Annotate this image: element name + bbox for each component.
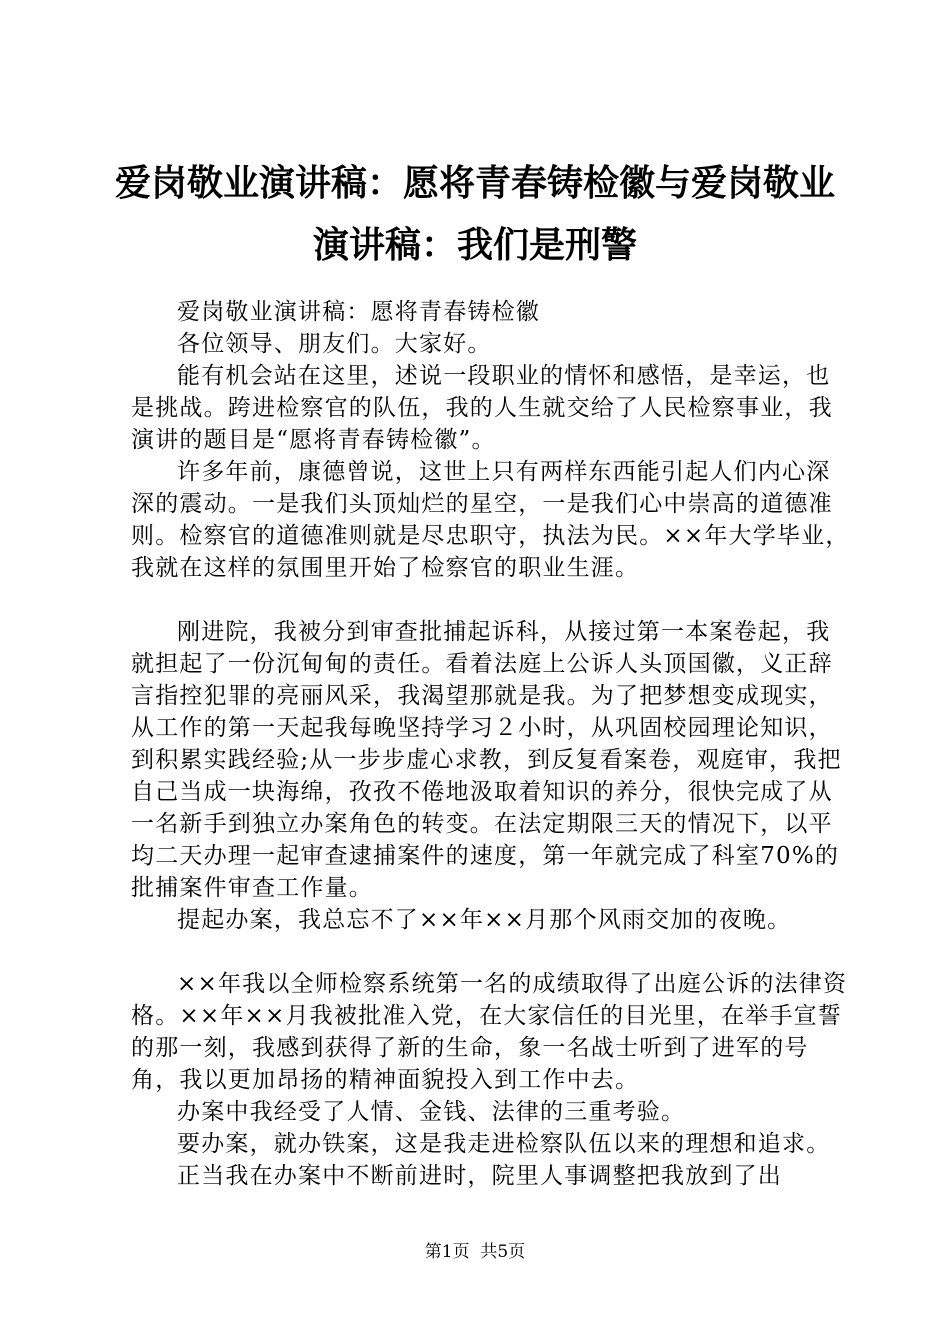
document-title-line-2: 演讲稿：我们是刑警 [312, 225, 637, 266]
paragraph: 正当我在办案中不断前进时，院里人事调整把我放到了出 [177, 1163, 782, 1189]
paragraph-subtitle: 爱岗敬业演讲稿：愿将青春铸检徽 [177, 299, 540, 325]
paragraph: 提起办案，我总忘不了××年××月那个风雨交加的夜晚。 [177, 907, 792, 933]
document-body [131, 296, 851, 1192]
page-footer [0, 1241, 950, 1263]
page-number: 第1页 共5页 [424, 1242, 526, 1262]
paragraph: ××年我以全师检察系统第一名的成绩取得了出庭公诉的法律资格。××年××月我被批准入党，在大家信任的目光里，在举手宣誓的那一刻，我感到获得了新的生命，象一名战士听到了进军的号角，我以更加昂扬的精神面貌投入到工作中去。 [131, 971, 848, 1093]
paragraph-greeting: 各位领导、朋友们。大家好。 [177, 331, 492, 357]
paragraph: 能有机会站在这里，述说一段职业的情怀和感悟，是幸运，也是挑战。跨进检察官的队伍，我的人生就交给了人民检察事业，我演讲的题目是“愿将青春铸检徽”。 [131, 363, 833, 453]
paragraph: 刚进院，我被分到审查批捕起诉科，从接过第一本案卷起，我就担起了一份沉甸甸的责任。看着法庭上公诉人头顶国徽，义正辞言指控犯罪的亮丽风采，我渴望那就是我。为了把梦想变成现实，从工作的第一天起我每晚坚持学习２小时，从巩固校园理论知识，到积累实践经验;从一步步虚心求教，到反复看案卷，观庭审，我把自己当成一块海绵，孜孜不倦地汲取着知识的养分，很快完成了从一名新手到独立办案角色的转变。在法定期限三天的情况下，以平均二天办理一起审查逮捕案件的速度，第一年就完成了科室70%的批捕案件审查工作量。 [131, 619, 842, 901]
document-title-line-1: 爱岗敬业演讲稿：愿将青春铸检徽与爱岗敬业 [114, 163, 835, 204]
paragraph: 要办案，就办铁案，这是我走进检察队伍以来的理想和追求。 [177, 1131, 831, 1157]
paragraph: 许多年前，康德曾说，这世上只有两样东西能引起人们内心深深的震动。一是我们头顶灿烂的星空，一是我们心中崇高的道德准则。检察官的道德准则就是尽忠职守，执法为民。××年大学毕业，我就在这样的氛围里开始了检察官的职业生涯。 [131, 459, 850, 581]
paragraph: 办案中我经受了人情、金钱、法律的三重考验。 [177, 1099, 686, 1125]
